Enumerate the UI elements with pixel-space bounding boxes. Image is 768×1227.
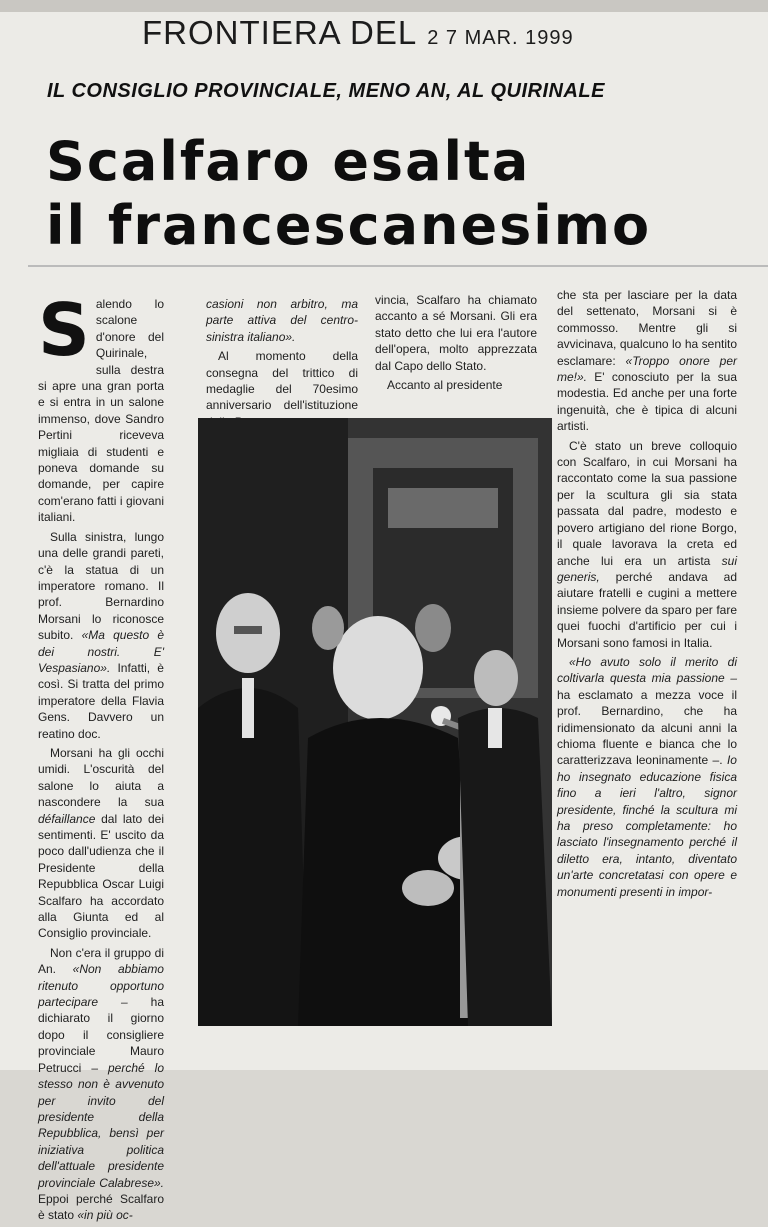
headline xyxy=(46,130,651,258)
quote-text: Io ho insegnato educazione fisica fino a ieri l'altro, signor presidente, finché la scultura mi ha preso completamente: ho lasciato l'insegnamento perché il diletto era, intanto, diventato un'arte concretatasi con opere e monumenti presenti in impor- xyxy=(557,753,737,899)
paragraph: casioni non arbitro, ma parte attiva del centro-sinistra italiano». xyxy=(206,297,358,344)
photo-illustration xyxy=(198,418,552,1026)
paragraph xyxy=(38,288,164,526)
paragraph xyxy=(375,377,537,393)
paragraph-text: E' conosciuto per la sua modestia. Ed anche per una forte ingenuità, che è tipica di alcuni artisti. xyxy=(557,370,737,434)
paragraph: vincia, Scalfaro ha chiamato accanto a sé Morsani. Gli era stato detto che lui era l'autore dell'opera, molto apprezzata dal Capo dello Stato. xyxy=(375,293,537,373)
article-column-4 xyxy=(557,287,737,903)
quote-text: «Non abbiamo ritenuto opportuno partecipare – xyxy=(38,962,164,1010)
paragraph-text: perché andava ad aiutare fratelli e cugini a mettere insieme polvere da sparo per fare quei fuochi d'artificio per cui i Morsani sono famosi in Italia. xyxy=(557,569,737,650)
emphasis-text: sui generis, xyxy=(557,553,738,584)
article-column-3 xyxy=(375,292,537,396)
paragraph-text: Non c'era il gruppo di An. xyxy=(38,945,164,977)
paragraph-text: Morsani ha gli occhi umidi. L'oscurità del salone lo aiuta a nascondere la sua xyxy=(38,745,164,810)
paragraph-text: Accanto al presidente xyxy=(387,378,503,393)
paragraph xyxy=(38,529,164,742)
photo-figure-right xyxy=(474,650,518,706)
paragraph-text: che sta per lasciare per la data del settenato, Morsani si è commosso. Mentre gli si avvicinava, qualcuno lo ha sentito esclamare: xyxy=(557,288,737,368)
quote-text: «Troppo onore per me!». xyxy=(557,353,737,385)
paragraph-text: Sulla sinistra, lungo una delle grandi pareti, c'è la statua di un imperatore romano. Il prof. Bernardino Morsani lo riconosce subito. xyxy=(38,529,164,643)
quote-text: «in più oc- xyxy=(77,1208,133,1223)
photo-figure-center xyxy=(333,616,423,720)
article-column-2 xyxy=(206,296,358,433)
paragraph-text: Eppoi perché Scalfaro è stato xyxy=(38,1191,164,1223)
paragraph-text: C'è stato un breve colloquio con Scalfaro, in cui Morsani ha raccontato come la sua passione per la scultura gli sia stata passata dal padre, modesto e povero artigiano del rione Borgo, il quale lavorava la creta ed anche lui era un artista xyxy=(557,438,737,568)
quote-text: «Ma questo è dei nostri. E' Vespasiano». xyxy=(38,628,164,675)
paragraph xyxy=(38,945,164,1224)
paragraph xyxy=(557,654,737,900)
headline-line-1: Scalfaro esalta xyxy=(46,130,531,193)
kicker: IL CONSIGLIO PROVINCIALE, MENO AN, AL QUIRINALE xyxy=(47,80,605,102)
emphasis-text: défaillance xyxy=(38,811,96,826)
quote-text: perché lo stesso non è avvenuto per invito del presidente della Repubblica, bensì per iniziativa politica dell'attuale presidente provinciale Calabrese». xyxy=(38,1060,164,1190)
drop-cap: S xyxy=(38,288,90,372)
stamp-date: 2 7 MAR. 1999 xyxy=(427,27,574,49)
paragraph xyxy=(38,745,164,942)
paragraph xyxy=(557,287,737,435)
paragraph xyxy=(557,438,737,651)
paper-edge xyxy=(0,0,768,12)
paragraph-text: ha dichiarato il giorno dopo il consigliere provinciale Mauro Petrucci – xyxy=(38,995,164,1075)
masthead xyxy=(142,14,574,52)
divider xyxy=(28,265,768,267)
headline-line-2: il francescanesimo xyxy=(46,194,652,257)
news-photo xyxy=(198,418,552,1026)
quote-text: «Ho avuto solo il merito di coltivarla questa mia passione – xyxy=(557,654,737,686)
paragraph-text: Infatti, è così. Si tratta del primo imperatore della Flavia Gens. Davvero un reatino doc. xyxy=(38,660,164,741)
article-column-1 xyxy=(38,288,164,1227)
paragraph-text: alendo lo scalone d'onore del Quirinale, sulla destra si apre una gran porta e si entra in un salone immenso, dove Sandro Pertini riceveva migliaia di studenti e poneva domande su domande, per capire com'erano fatti i giovani italiani. xyxy=(38,297,164,525)
newspaper-name: FRONTIERA DEL xyxy=(142,14,418,51)
paragraph-text: Al momento della consegna del trittico di medaglie del 70esimo anniversario dell'istituzione xyxy=(206,349,358,413)
paragraph-text: dal lato dei sentimenti. E' uscito da poco dall'udienza che il Presidente della Repubblica Oscar Luigi Scalfaro ha accordato alla Giunta ed al Consiglio provinciale. xyxy=(38,811,164,941)
paragraph-text: ha esclamato a mezza voce il prof. Bernardino, che ha ridimensionato da alcuni anni la chioma fluente e bianca che lo caratterizzava leoninamente –. xyxy=(557,687,737,768)
